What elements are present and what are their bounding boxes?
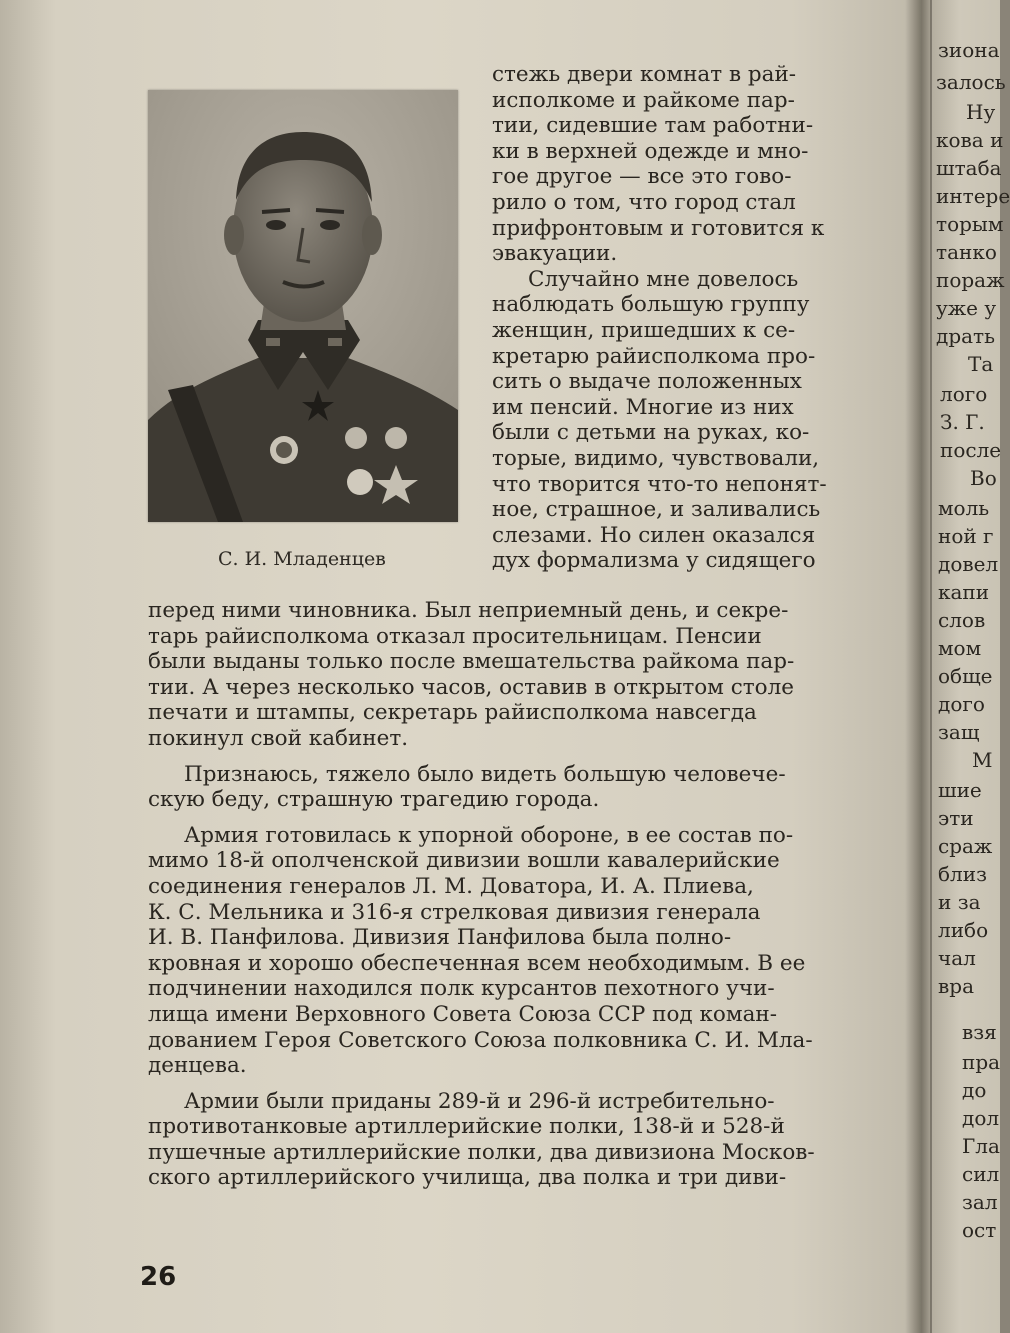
fragment: торым [936, 212, 1004, 236]
text-line: кретарю райисполкома про- [492, 343, 816, 369]
fragment: мом [938, 636, 982, 660]
text-line: Армия готовилась к упорной обороне, в ее состав по- [184, 822, 794, 848]
text-line: скую беду, страшную трагедию города. [148, 787, 600, 813]
fragment: Гла [962, 1134, 1000, 1158]
fragment: штаба [936, 156, 1002, 180]
text-line: тарь райисполкома отказал просительницам. Пенсии [148, 623, 762, 649]
fragment: близ [938, 862, 987, 886]
text-line: ки в верхней одежде и мно- [492, 138, 809, 164]
page-number: 26 [140, 1262, 177, 1292]
full-width-body [148, 598, 868, 1191]
fragment: З. Г. [940, 410, 985, 434]
fragment: шие [938, 778, 982, 802]
fragment: до [962, 1078, 987, 1102]
fragment: либо [938, 918, 989, 942]
text-line: К. С. Мельника и 316-я стрелковая дивизия генерала [148, 899, 761, 925]
text-line: рило о том, что город стал [492, 189, 796, 215]
text-line: кровная и хорошо обеспеченная всем необходимым. В ее [148, 950, 806, 976]
text-line: подчинении находился полк курсантов пехотного учи- [148, 976, 775, 1002]
fragment: дого [938, 692, 985, 716]
fragment: взя [962, 1020, 997, 1044]
fragment: обще [938, 664, 993, 688]
text-line: ского артиллерийского училища, два полка и три диви- [148, 1165, 787, 1191]
fragment: залось [936, 70, 1006, 94]
text-line: мимо 18-й ополченской дивизии вошли кавалерийские [148, 848, 780, 874]
text-line: были выданы только после вмешательства райкома пар- [148, 649, 795, 675]
text-line: денцева. [148, 1053, 247, 1079]
text-line: соединения генералов Л. М. Доватора, И. А. Плиева, [148, 873, 754, 899]
text-line: И. В. Панфилова. Дивизия Панфилова была полно- [148, 925, 732, 951]
fragment: Та [968, 352, 994, 376]
fragment: капи [938, 580, 990, 604]
text-line: пушечные артиллерийские полки, два дивизиона Москов- [148, 1139, 815, 1165]
fragment: чал [938, 946, 976, 970]
fragment: и за [938, 890, 981, 914]
portrait-illustration [148, 90, 458, 522]
fragment: вра [938, 974, 974, 998]
fragment: интере [936, 184, 1010, 208]
fragment: защ [938, 720, 980, 744]
text-line: ное, страшное, и заливались [492, 497, 821, 523]
fragment: ной г [938, 524, 994, 548]
fragment: ост [962, 1218, 997, 1242]
fragment: моль [938, 496, 990, 520]
text-line: эвакуации. [492, 241, 618, 267]
fragment: танко [936, 240, 997, 264]
fragment: после [940, 438, 1002, 462]
top-right-column [492, 62, 862, 574]
text-line: женщин, пришедших к се- [492, 317, 796, 343]
fragment: довел [938, 552, 999, 576]
fragment: уже у [936, 296, 997, 320]
photo-caption: С. И. Младенцев [218, 548, 386, 570]
right-page [932, 0, 1010, 1333]
portrait-photo [148, 90, 458, 522]
text-line: слезами. Но силен оказался [492, 522, 816, 548]
text-line: прифронтовым и готовится к [492, 215, 825, 241]
text-line: дух формализма у сидящего [492, 548, 816, 574]
fragment: пра [962, 1050, 1001, 1074]
fragment: сраж [938, 834, 993, 858]
text-line: противотанковые артиллерийские полки, 138-й и 528-й [148, 1114, 785, 1140]
text-line: гое другое — все это гово- [492, 164, 792, 190]
text-line: наблюдать большую группу [492, 292, 810, 318]
text-line: что творится что-то непонят- [492, 471, 827, 497]
fragment: эти [938, 806, 974, 830]
fragment: Во [970, 466, 997, 490]
text-line: Армии были приданы 289-й и 296-й истребительно- [184, 1088, 775, 1114]
text-line: лища имени Верховного Совета Союза ССР под коман- [148, 1001, 778, 1027]
book-gutter [905, 0, 935, 1333]
text-line: им пенсий. Многие из них [492, 394, 794, 420]
text-line: дованием Героя Советского Союза полковника С. И. Мла- [148, 1027, 813, 1053]
fragment: лого [940, 382, 988, 406]
text-line: стежь двери комнат в рай- [492, 62, 797, 87]
fragment: дол [962, 1106, 1000, 1130]
text-line: печати и штампы, секретарь райисполкома навсегда [148, 700, 757, 726]
text-line: перед ними чиновника. Был неприемный день, и секре- [148, 598, 789, 623]
fragment: М [972, 748, 993, 772]
fragment: кова и [936, 128, 1004, 152]
text-line: тии, сидевшие там работни- [492, 113, 814, 139]
text-line: Признаюсь, тяжело было видеть большую человече- [184, 761, 786, 787]
text-line: покинул свой кабинет. [148, 725, 409, 751]
text-line: тии. А через несколько часов, оставив в открытом столе [148, 674, 794, 700]
text-line: Случайно мне довелось [528, 266, 799, 292]
fragment: зал [962, 1190, 998, 1214]
fragment: Ну [966, 100, 996, 124]
fragment: зиона [938, 38, 1000, 62]
text-line: сить о выдаче положенных [492, 369, 802, 395]
fragment: драть [936, 324, 995, 348]
fragment: сил [962, 1162, 1000, 1186]
fragment: пораж [936, 268, 1005, 292]
text-line: исполкоме и райкоме пар- [492, 87, 795, 113]
text-line: были с детьми на руках, ко- [492, 420, 810, 446]
text-line: торые, видимо, чувствовали, [492, 445, 820, 471]
fragment: слов [938, 608, 986, 632]
